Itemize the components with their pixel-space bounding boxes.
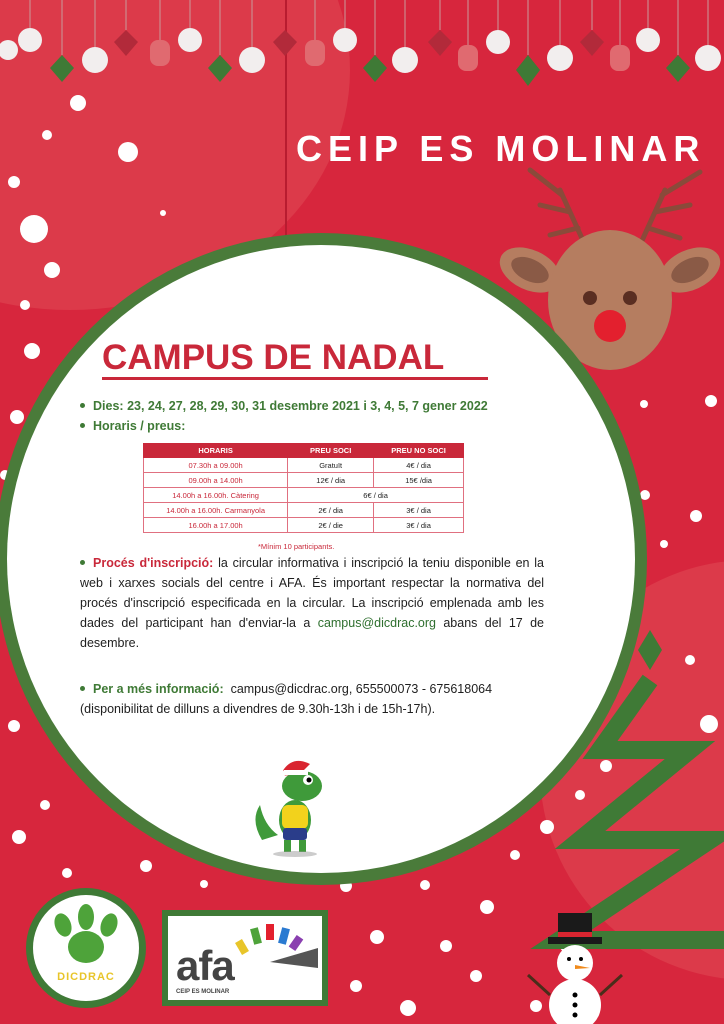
bullet-icon [80,560,85,565]
table-cell: 07.30h a 09.00h [144,458,288,473]
bullet-icon [80,686,85,691]
table-cell: 14.00h a 16.00h. Carmanyola [144,503,288,518]
table-cell: 3€ / dia [374,503,464,518]
proces-paragraph [80,553,544,653]
dies-line [80,399,488,413]
horaris-label: Horaris / preus: [93,419,186,433]
table-cell: 16.00h a 17.00h [144,518,288,533]
snowman-illustration [520,905,630,1024]
table-cell: 4€ / dia [374,458,464,473]
info-paragraph [80,679,544,719]
school-title: CEIP ES MOLINAR [296,128,706,169]
afa-logo-subtitle: CEIP ES MOLINAR [176,989,230,995]
table-cell: 15€ /dia [374,473,464,488]
table-header-row [144,444,464,458]
table-cell: 14.00h a 16.00h. Càtering [144,488,288,503]
table-cell: Gratuït [288,458,374,473]
table-header: PREU NO SOCI [374,444,464,458]
table-row [144,473,464,488]
ornaments-decoration [0,0,724,110]
dragon-footprint-icon [51,903,121,969]
table-row [144,503,464,518]
info-text: campus@dicdrac.org, 655500073 - 675618064 (disponibilitat de dilluns a divendres de 9.30h-13h i de 15h-17h). [80,682,493,716]
price-table [143,443,464,533]
dicdrac-logo-text: DICDRAC [57,971,115,983]
dragon-mascot-illustration [250,750,340,860]
table-cell: 2€ / die [288,518,374,533]
table-note: *Mínim 10 participants. [258,542,335,551]
campus-title: CAMPUS DE NADAL [102,338,445,377]
afa-rays-icon [230,922,320,968]
proces-tail: abans del 17 de desembre. [80,616,544,650]
table-cell: 2€ / dia [288,503,374,518]
bullet-icon [80,423,85,428]
info-label: Per a més informació: [93,682,224,696]
table-row [144,488,464,503]
table-cell: 6€ / dia [288,488,464,503]
table-row [144,518,464,533]
table-header: PREU SOCI [288,444,374,458]
dies-value: 23, 24, 27, 28, 29, 30, 31 desembre 2021 i 3, 4, 5, 7 gener 2022 [127,399,488,413]
proces-label: Procés d'inscripció: [93,556,214,570]
horaris-line [80,419,185,433]
campus-title-underline [102,377,488,380]
proces-email-link[interactable]: campus@dicdrac.org [317,616,436,630]
bullet-icon [80,403,85,408]
afa-logo [162,910,328,1006]
table-cell: 12€ / dia [288,473,374,488]
table-header: HORARIS [144,444,288,458]
dicdrac-logo [26,888,146,1008]
table-cell: 09.00h a 14.00h [144,473,288,488]
afa-logo-text: afa [176,942,234,989]
table-cell: 3€ / dia [374,518,464,533]
table-row [144,458,464,473]
dies-label: Dies: [93,399,124,413]
proces-text: la circular informativa i inscripció la teniu disponible en la web i xarxes socials del centre i AFA. És important respectar la normativa del procés d'inscripció especificada en la circular. La inscripció emplenada amb les dades del participant han d'enviar-la a [80,556,544,630]
